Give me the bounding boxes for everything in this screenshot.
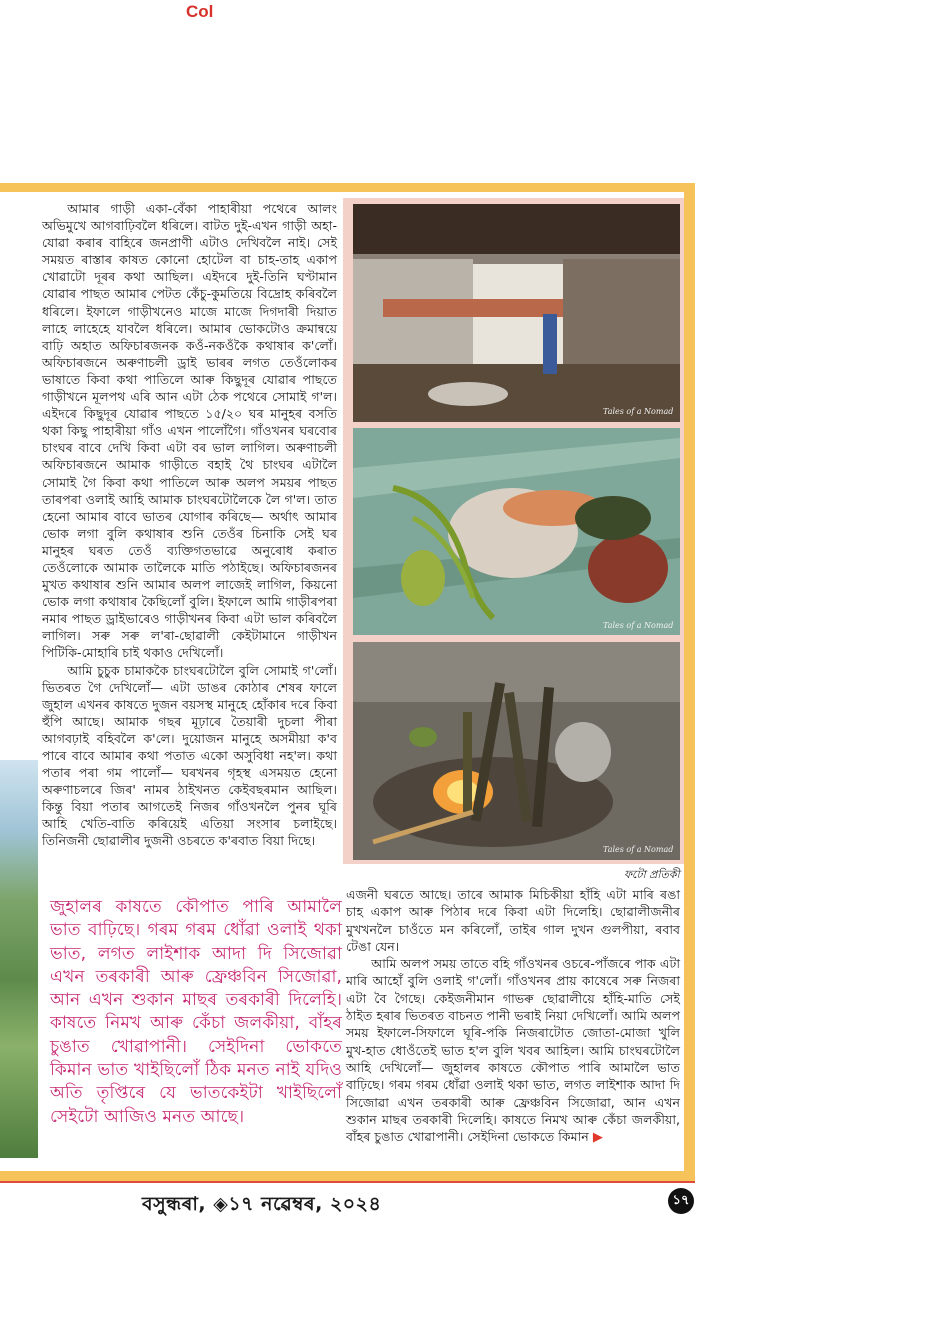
left-column-text — [42, 200, 337, 850]
paragraph-text: আমি অলপ সময় তাতে বহি গাঁওখনৰ ওচৰে-পাঁজৰে পাক এটা মাৰি আহোঁ বুলি ওলাই গ'লোঁ। গাঁওখনৰ প্ৰায় কাষেৰে সৰু নিজৰা এটা বৈ গৈছে। কেইজনীমান গাভৰু ছোৱালীয়ে হাঁহি-মাতি সেই ঠাইত হৰাৰ ভিতৰত বাচনত পানী ভৰাই নিয়া দেখিলোঁ। আমি অলপ সময় ইফালে-সিফালে ঘূৰি-পকি নিজৰাটোত জোতা-মোজা খুলি মুখ-হাত ধোওঁতেই ভাত হ'ল বুলি খবৰ আহিল। আমি চাংঘৰটোলৈ আহি দেখিলোঁ— জুহালৰ কাষতে কৌপাত পাৰি আমালৈ ভাত বাঢ়িছে। গৰম গৰম ধোঁৱা ওলাই থকা ভাত, লগত লাইশাক আদা দি সিজোৱা এখন তৰকাৰী আৰু ফ্ৰেঞ্চবিন সিজোৱা, আন এখন শুকান মাছৰ তৰকাৰী দিলেহি। কাষতে নিমখ আৰু কেঁচা জলকীয়া, বাঁহৰ চুঙাত খোৱাপানী। সেইদিনা ভোকতে কিমান — [346, 956, 680, 1145]
frame-bottom-accent — [0, 1181, 695, 1183]
corner-label: Col — [186, 2, 214, 21]
landscape-image-strip — [0, 760, 38, 1158]
watermark: Tales of a Nomad — [603, 621, 674, 630]
right-column-text — [346, 886, 680, 1146]
photo-food-on-leaf — [353, 428, 680, 635]
frame-bottom-border — [0, 1171, 695, 1181]
watermark: Tales of a Nomad — [603, 845, 674, 854]
continue-arrow-icon: ▶ — [592, 1130, 603, 1146]
paragraph: এজনী ঘৰতে আছে। তাৰে আমাক মিচিকীয়া হাঁহি এটা মাৰি ৰঙা চাহ একাপ আৰু পিঠাৰ দৰে কিবা এটা দিলেহি। ছোৱালীজনীৰ মুখখনলৈ চাওঁতে মন কৰিলোঁ, তাইৰ গাল দুখন গুলপীয়া, ৰবাব টেঙা যেন। — [346, 887, 680, 954]
photo-house-interior — [353, 204, 680, 422]
photo-credit: ফটো প্ৰতিকী — [624, 868, 680, 881]
page-number: ১৭ — [668, 1188, 694, 1214]
highlight-quote: জুহালৰ কাষতে কৌপাত পাৰি আমালৈ ভাত বাঢ়িছে। গৰম গৰম ধোঁৱা ওলাই থকা ভাত, লগত লাইশাক আদা দি সিজোৱা এখন তৰকাৰী আৰু ফ্ৰেঞ্চবিন সিজোৱা, আন এখন শুকান মাছৰ তৰকাৰী দিলেহি। কাষতে নিমখ আৰু কেঁচা জলকীয়া, বাঁহৰ চুঙাত খোৱাপানী। সেইদিনা ভোকতে কিমান ভাত খাইছিলোঁ ঠিক মনত নাই যদিও অতি তৃপ্তিৰে যে ভাতকেইটা খাইছিলোঁ সেইটো আজিও মনত আছে। — [50, 897, 342, 1127]
frame-top-border — [0, 183, 695, 192]
footer-publication-title: বসুন্ধৰা, ◈১৭ নৱেম্বৰ, ২০২৪ — [142, 1193, 382, 1215]
paragraph: আমাৰ গাড়ী একা-বেঁকা পাহাৰীয়া পথেৰে আলং অভিমুখে আগবাঢ়িবলৈ ধৰিলে। বাটত দুই-এখন গাড়ী অহা-যোৱা কৰাৰ বাহিৰে জনপ্ৰাণী এটাও দেখিবলৈ নাই। সেই সময়ত ৰাস্তাৰ কাষত কোনো হোটেল বা চাহ-তাহ একাপ খোৱাটো দূৰৰ কথা আছিল। এইদৰে দুই-তিনি ঘণ্টামান যোৱাৰ পাছত আমাৰ পেটত কেঁচু-কুমতিয়ে বিদ্ৰোহ কৰিবলৈ ধৰিলে। ইফালে গাড়ীখনেও মাজে মাজে দিগদাৰী দিয়াত লাহে লাহেহে যাবলৈ ধৰিলে। আমাৰ ভোকটোও ক্ৰমান্বয়ে বাঢ়ি অহাত অফিচাৰজনক কওঁ-নকওঁকৈ কথাষাৰ ক'লোঁ। অফিচাৰজনে অৰুণাচলী ড্ৰাই ভাৰৰ লগত তেওঁলোকৰ ভাষাতে কিবা কথা পাতিলে আৰু কিছুদূৰ যোৱাৰ পাছতে গাড়ীখনে মূলপথ এৰি আন এটা ঠেক পথেৰে সোমাই গ'ল। এইদৰে কিছুদূৰ যোৱাৰ পাছতে ১৫/২০ ঘৰ মানুহৰ বসতি থকা কিছু পাহাৰীয়া গাঁও এখন পালোঁগৈ। গাঁওখনৰ ঘৰবোৰ চাংঘৰ বাবে দেখি কিবা এটা বৰ ভাল লাগিল। অৰুণাচলী অফিচাৰজনে আমাক গাড়ীতে বহাই থৈ চাংঘৰ এটালৈ সোমাই গৈ কিবা কথা পাতিলে আৰু অলপ সময়ৰ পাছত তাৰপৰা ওলাই আহি আমাক চাংঘৰটোলৈকে লৈ গ'ল। তাত হেনো আমাৰ বাবে ভাতৰ যোগাৰ কৰিছে— অৰ্থাৎ আমাৰ ভোক লগা বুলি কথাষাৰ শুনি তেওঁৰ চিনাকি সেই ঘৰ মানুহৰ ঘৰত তেওঁ ব্যক্তিগতভাৱে অনুৰোধ কৰাত তেওঁলোকে আমাক তালৈকে মাতি পঠাইছে। অফিচাৰজনৰ মুখত কথাষাৰ শুনি আমাৰ অলপ লাজেই লাগিল, কিয়নো ভোক লগা কথাষাৰ কৈছিলোঁ বুলি। ইফালে আমি গাড়ীৰপৰা নমাৰ পাছত ড্ৰাইভাৰেও গাড়ীখনৰ কিবা এটা ভাল কৰিবলৈ লাগিল। সৰু সৰু ল'ৰা-ছোৱালী কেইটামানে গাড়ীখন পিটিকি-মোহাৰি চাই থকাও দেখিলোঁ। — [42, 201, 337, 661]
paragraph: আমি চুচুক চামাককৈ চাংঘৰটোলৈ বুলি সোমাই গ'লোঁ। ভিতৰত গৈ দেখিলোঁ— এটা ডাঙৰ কোঠাৰ শেষৰ ফালে জুহাল এখনৰ কাষতে দুজন বয়সস্থ মানুহে হোঁকাৰ দৰে কিবা হুঁপি আছে। আমাক গছৰ মূঢ়াৰে তৈয়াৰী দুচলা পীৰা আগবঢ়াই বহিবলৈ ক'লে। দুয়োজন মানুহে অসমীয়া ক'ব পাৰে বাবে আমাৰ কথা পতাত একো অসুবিধা নহ'ল। কথা পতাৰ পৰা গম পালোঁ— ঘৰখনৰ গৃহস্থ এসময়ত হেনো অৰুণাচলৰে জিৰ' নামৰ ঠাইখনত কেইবছৰমান আছিল। কিন্তু বিয়া পতাৰ আগতেই নিজৰ গাঁওখনলৈ পুনৰ ঘূৰি আহি খেতি-বাতি কৰিয়েই এতিয়া সংসাৰ চলাইছে। তিনিজনী ছোৱালীৰ দুজনী ওচৰতে ক'ৰবাত বিয়া দিছে। — [42, 662, 337, 849]
watermark: Tales of a Nomad — [603, 407, 674, 416]
paragraph-continued — [346, 955, 680, 1146]
photo-bamboo-cooking-fire — [353, 642, 680, 860]
frame-right-border — [684, 183, 695, 1181]
